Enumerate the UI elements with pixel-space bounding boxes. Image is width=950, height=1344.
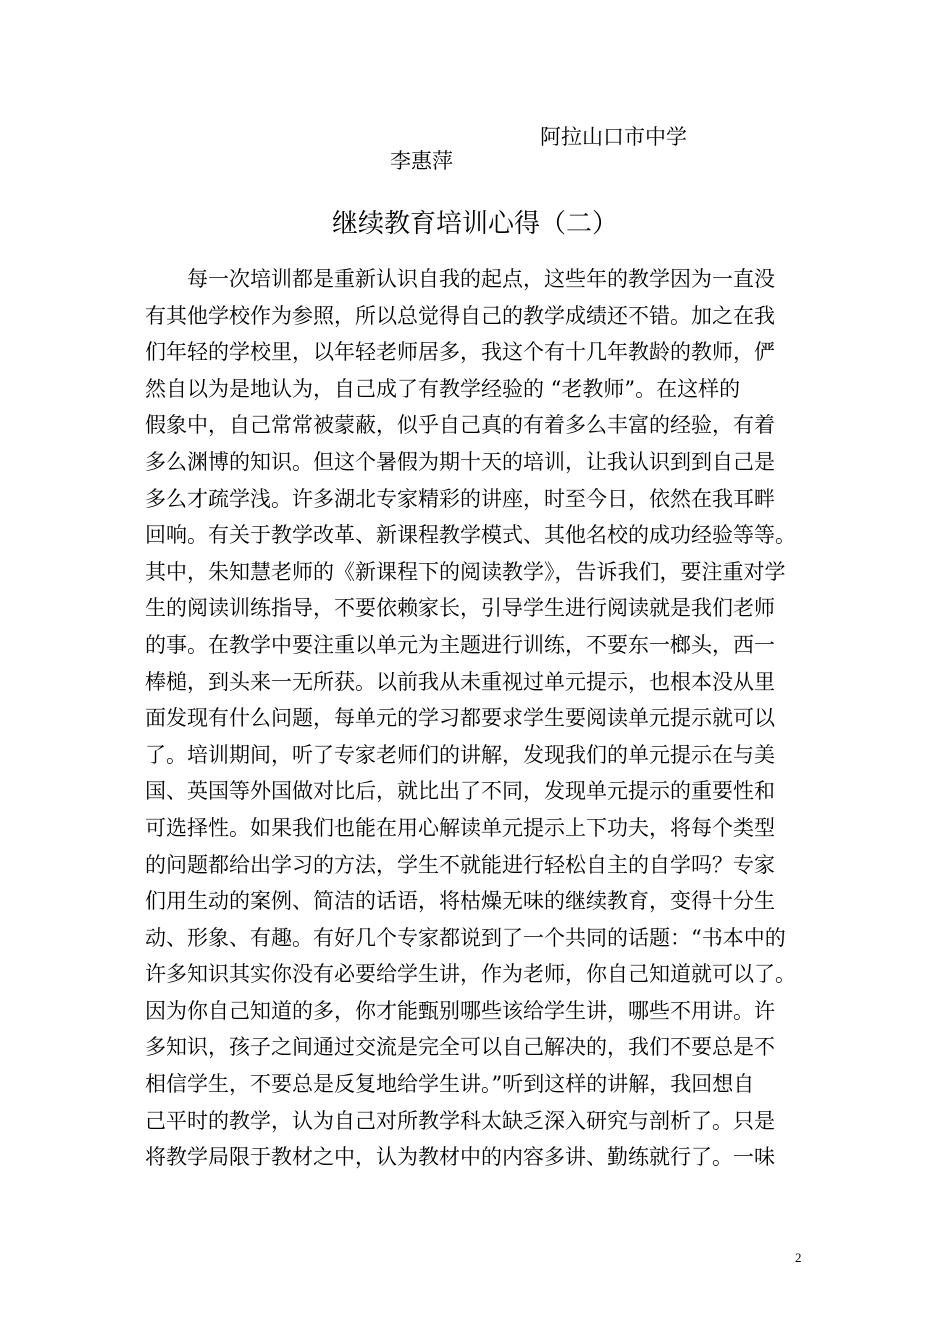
school-name: 阿拉山口市中学 <box>540 125 687 149</box>
body-line: 的问题都给出学习的方法，学生不就能进行轻松自主的自学吗？专家 <box>145 852 775 877</box>
body-line: 其中，朱知慧老师的《新课程下的阅读教学》，告诉我们，要注重对学 <box>145 559 786 584</box>
body-text <box>145 261 825 1176</box>
body-line: 每一次培训都是重新认识自我的起点，这些年的教学因为一直没 <box>187 267 775 291</box>
document-title: 继续教育培训心得（二） <box>331 209 618 239</box>
author-name: 李惠萍 <box>390 149 453 173</box>
body-line: 相信学生，不要总是反复地给学生讲。”听到这样的讲解，我回想自 <box>145 1072 755 1097</box>
body-line: 棒槌，到头来一无所获。以前我从未重视过单元提示，也根本没从里 <box>145 669 775 694</box>
body-line: 然自以为是地认为，自己成了有教学经验的 “老教师”。在这样的 <box>145 376 741 401</box>
body-line: 们年轻的学校里，以年轻老师居多，我这个有十几年教龄的教师，俨 <box>145 340 775 365</box>
body-line: 己平时的教学，认为自己对所教学科太缺乏深入研究与剖析了。只是 <box>145 1108 775 1133</box>
body-line: 有其他学校作为参照，所以总觉得自己的教学成绩还不错。加之在我 <box>145 303 775 328</box>
body-line: 可选择性。如果我们也能在用心解读单元提示上下功夫，将每个类型 <box>145 815 775 840</box>
body-line: 多知识，孩子之间通过交流是完全可以自己解决的，我们不要总是不 <box>145 1035 775 1060</box>
body-line: 将教学局限于教材之中，认为教材中的内容多讲、勤练就行了。一味 <box>145 1145 775 1170</box>
body-line: 生的阅读训练指导，不要依赖家长，引导学生进行阅读就是我们老师 <box>145 596 775 621</box>
body-line: 国、英国等外国做对比后，就比出了不同，发现单元提示的重要性和 <box>145 779 775 804</box>
body-line: 动、形象、有趣。有好几个专家都说到了一个共同的话题：“书本中的 <box>145 925 786 950</box>
body-line: 回响。有关于教学改革、新课程教学模式、其他名校的成功经验等等。 <box>145 523 796 548</box>
body-line: 面发现有什么问题，每单元的学习都要求学生要阅读单元提示就可以 <box>145 706 775 731</box>
body-line: 多么才疏学浅。许多湖北专家精彩的讲座，时至今日，依然在我耳畔 <box>145 486 775 511</box>
body-line: 多么渊博的知识。但这个暑假为期十天的培训，让我认识到到自己是 <box>145 449 775 474</box>
body-line: 了。培训期间，听了专家老师们的讲解，发现我们的单元提示在与美 <box>145 742 775 767</box>
body-line: 假象中，自己常常被蒙蔽，似乎自己真的有着多么丰富的经验，有着 <box>145 413 775 438</box>
body-line: 的事。在教学中要注重以单元为主题进行训练，不要东一榔头，西一 <box>145 632 775 657</box>
body-line: 们用生动的案例、简洁的话语，将枯燥无味的继续教育，变得十分生 <box>145 889 775 914</box>
body-line: 许多知识其实你没有必要给学生讲，作为老师，你自己知道就可以了。 <box>145 962 796 987</box>
body-line: 因为你自己知道的多，你才能甄别哪些该给学生讲，哪些不用讲。许 <box>145 998 775 1023</box>
page-number: 2 <box>795 1250 802 1265</box>
